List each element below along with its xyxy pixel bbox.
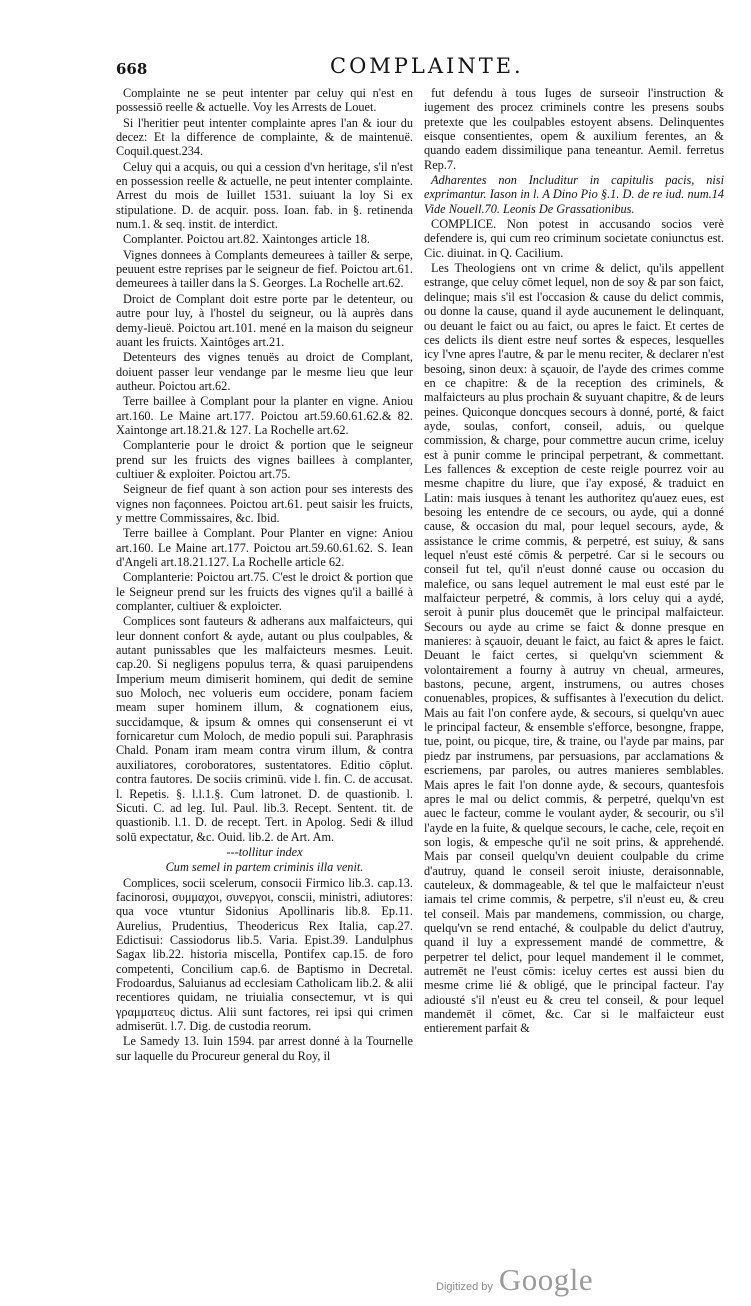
left-column: [116, 86, 413, 1064]
right-column: [424, 86, 724, 1037]
paragraph: Droict de Complant doit estre porte par le detenteur, ou autre pour luy, à l'hostel du seigneur, ou là auprès dans demy-lieuë. Poictou art.101. mené en la maison du seigneur auant les fruicts. Xaintôges art.21.: [116, 291, 413, 349]
paragraph: Le Samedy 13. Iuin 1594. par arrest donné à la Tournelle sur laquelle du Procureur general du Roy, il: [116, 1034, 413, 1063]
paragraph: Terre baillee à Complant pour la planter en vigne. Aniou art.160. Le Maine art.177. Poictou art.59.60.61.62.& 82. Xaintonge art.18.21.& 127. La Rochelle art.62.: [116, 394, 413, 437]
paragraph: Seigneur de fief quant à son action pour ses interests des vignes non façonnees. Poictou art.61. peut saisir les fruicts, y mettre Commissaires, &c. Ibid.: [116, 482, 413, 525]
paragraph: Cum semel in partem criminis illa venit.: [165, 860, 364, 875]
google-logo: Google: [498, 1262, 594, 1297]
page-number: 668: [116, 60, 148, 78]
paragraph: Terre baillee à Complant. Pour Planter en vigne: Aniou art.160. Le Maine art.177. Poictou art.59.60.61.62. S. Iean d'Angeli art.18.21.127. La Rochelle article 62.: [116, 526, 413, 569]
google-watermark: [436, 1262, 593, 1298]
paragraph: Adharentes non Includitur in capitulis pacis, nisi exprimantur. Iason in l. A Dino Pio §.1. D. de re iud. num.14 Vide Nouell.70. Leonis De Grassationibus.: [424, 173, 724, 216]
paragraph: Complanterie pour le droict & portion que le seigneur prend sur les fruicts des vignes baillees à complanter, cultiuer & exploiter. Poictou art.75.: [116, 438, 413, 481]
paragraph: Complices sont fauteurs & adherans aux malfaicteurs, qui leur donnent confort & ayde, autant ou plus coulpables, & autant punissables que les malfaicteurs mesmes. Leuit. cap.20. Si negligens populus terra, & quasi paruipendens Imperium meum dimiserit hominem, qui dedit de semine suo Moloch, nec volueris eum occidere, ponam faciem meam super hominem illum, & cognationem eius, succidamque, & ipsum & omnes qui consenserunt ei vt fornicaretur cum Moloch, de medio populi sui. Paraphrasis Chald. Ponam iram meam contra virum illum, & contra auxiliatores, coroboratores, sustentatores. Editio cōplut. contra fautores. De sociis criminū. vide l. fin. C. de accusat. l. Repetis. §. l.l.1.§. Cum latronet. D. de quastionib. l. Sicuti. C. ad leg. Iul. Paul. lib.3. Recept. Sentent. tit. de quastionib. l.1. D. de recept. Tert. in Apolog. Sedi & illud solū expectatur, &c. Ouid. lib.2. de Art. Am.: [116, 614, 413, 844]
paragraph: Detenteurs des vignes tenuës au droict de Complant, doiuent passer leur vendange par le mesme lieu que leur autheur. Poictou art.62.: [116, 350, 413, 393]
paragraph: ---tollitur index: [226, 844, 303, 859]
paragraph: Complanter. Poictou art.82. Xaintonges article 18.: [123, 232, 370, 247]
paragraph: Si l'heritier peut intenter complainte apres l'an & iour du decez: Et la difference de complainte, & de maintenuë. Coquil.quest.234.: [116, 115, 413, 159]
paragraph: Vignes donnees à Complants demeurees à tailler & serpe, peuuent estre reprises par le seigneur de fief. Poictou art.61. demeurees à tailler dans la S. Georges. La Rochelle art.62.: [116, 247, 413, 291]
paragraph: COMPLICE. Non potest in accusando socios verè defendere is, qui cum reo criminum societate coniunctus est. Cic. diuinat. in Q. Cacilium.: [424, 217, 724, 260]
paragraph: fut defendu à tous Iuges de surseoir l'instruction & iugement des procez criminels contre les presens soubs pretexte que les coulpables estoyent absens. Delinquentes eisque consentientes, opem & auxilium ferentes, an & quando eadem dissimilique pana teneantur. Aemil. ferretus Rep.7.: [424, 86, 724, 172]
paragraph: Complanterie: Poictou art.75. C'est le droict & portion que le Seigneur prend sur les fruicts des vignes qu'il a baillé à complanter, cultiuer & exploicter.: [116, 570, 413, 614]
running-title: COMPLAINTE.: [330, 54, 524, 78]
paragraph: Complices, socii scelerum, consocii Firmico lib.3. cap.13. facinorosi, συμμαχοι, συνεργοι, conscii, ministri, adiutores: qua voce vtuntur Sidonius Apollinaris lib.8. Ep.11. Aurelius, Prudentius, Theodericus Rex Italia, cap.27. Edictisui: Cassiodorus lib.5. Varia. Epist.39. Landulphus Sagax lib.22. historia miscella, Pontifex cap.15. de foro competenti, Concilium cap.6. de Baptismo in Decretal. Frodoardus, Saluianus ad ecclesiam Catholicam lib.2. & alii recentiores quidam, ne triuialia consectemur, vt is qui γραμματευς dictus. Alii sunt factores, rei ipsi qui crimen admiserūt. l.7. Dig. de custodia reorum.: [116, 875, 413, 1033]
digitized-label: Digitized by: [436, 1281, 493, 1293]
paragraph: Les Theologiens ont vn crime & delict, qu'ils appellent estrange, que celuy cōmet lequel, non de soy & par son faict, delinque; mais s'il est l'occasion & cause du delict commis, ou donne la cause, quand il ayde aucunement le delinquant, ou deuant le faict ou au faict, ou apres le faict. Et certes de ces delicts ils dient estre neuf sortes & especes, lesquelles icy l'vne apres l'autre, & par le menu reciter, & declarer n'est besoing, sinon deux: à sçauoir, de l'ayde des crimes comme en ce chapitre: & de la reception des criminels, & malfaicteurs au plus prochain & suyuant chapitre, & de leurs peines. Quiconque doncques secours à donné, porté, & faict ayde, soulas, confort, conseil, aduis, ou quelque commission, & charge, pour commettre aucun crime, iceluy est à punir comme le principal perpetrant, & commettant. Les fallences & exception de ceste reigle pourrez voir au mesme chapitre du liure, que i'ay exposé, & traduict en Latin: mais iusques à tenant les authoritez qu'auez eues, est besoing les entendre de ce secours, ou ayde, qui a donné cause, & occasion du mal, pour lequel secours, ayde, & assistance le crime commis, & perpetré, est suiuy, & sans lequel n'eust esté cōmis & perpetré. Car si le secours ou conseil fut tel, qu'il n'eust donné cause ou occasion du malefice, ou sans lequel autrement le mal eust esté par le malfaicteur perpetré, & commis, à lors celuy qui a aydé, seroit à punir plus doucemēt que le principal malfaicteur. Secours ou ayde au crime se faict & donne presque en manieres: à sçauoir, deuant le faict, au faict & apres le faict. Deuant le faict certes, si quelqu'vn sciemment & volontairement a fourny à autruy vn cheual, armeures, bastons, pecune, argent, instrumens, ou autres choses conuenables, propices, & suffisantes à l'execution du delict. Mais au fait l'on confere ayde, & secours, si quelqu'vn auec le principal facteur, & ensemble s'efforce, besongne, frappe, tue, point, ou picque, tire, & traine, ou l'ayde par mains, par piedz par instrumens, par persuasions, par acclamations & escriemens, par paroles, ou autres manieres semblables. Mais apres le fait l'on donne ayde, & secours, quantesfois apres le mal ou delict commis, & perpetré, quelqu'vn est auec le facteur, comme le voulant ayder, & secourir, ou s'il l'ayde en la fuite, & quelque secours, le cache, cele, reçoit en son logis, & empesche qu'il ne soit prins, & apprehendé. Mais par conseil quelqu'vn deuient coulpable du crime d'autruy, quand le conseil seroit iniuste, deraisonnable, cauteleux, & dommageable, & tel que le malfaicteur n'eust iamais tel crime commis, & perpetre, s'il n'eust eu, & creu tel conseil. Mais par mandemens, commission, ou charge, quelqu'vn se rend entaché, & coulpable du delict d'autruy, quand il luy a expressement mandé de commettre, & perpetrer tel delict, pour lequel mandement il le commet, autremēt ne l'eust cōmis: iceluy certes est aussi bien du mesme crime lié & obligé, que le principal facteur. I'ay adiousté s'il n'eust eu & creu tel conseil, & pour lequel mandemēt il cōmet, &c. Car si le malfaicteur eust entierement parfait &: [424, 261, 724, 1036]
paragraph: Celuy qui a acquis, ou qui a cession d'vn heritage, s'il n'est en possession reelle & actuelle, ne peut intenter complainte. Arrest du mois de Iuillet 1531. suiuant la loy Si ex stipulatione. D. de acquir. poss. Ioan. fab. in §. retinenda num.1. & seq. instit. de interdict.: [116, 159, 413, 232]
paragraph: Complainte ne se peut intenter par celuy qui n'est en possessiō reelle & actuelle. Voy les Arrests de Louet.: [116, 86, 413, 115]
